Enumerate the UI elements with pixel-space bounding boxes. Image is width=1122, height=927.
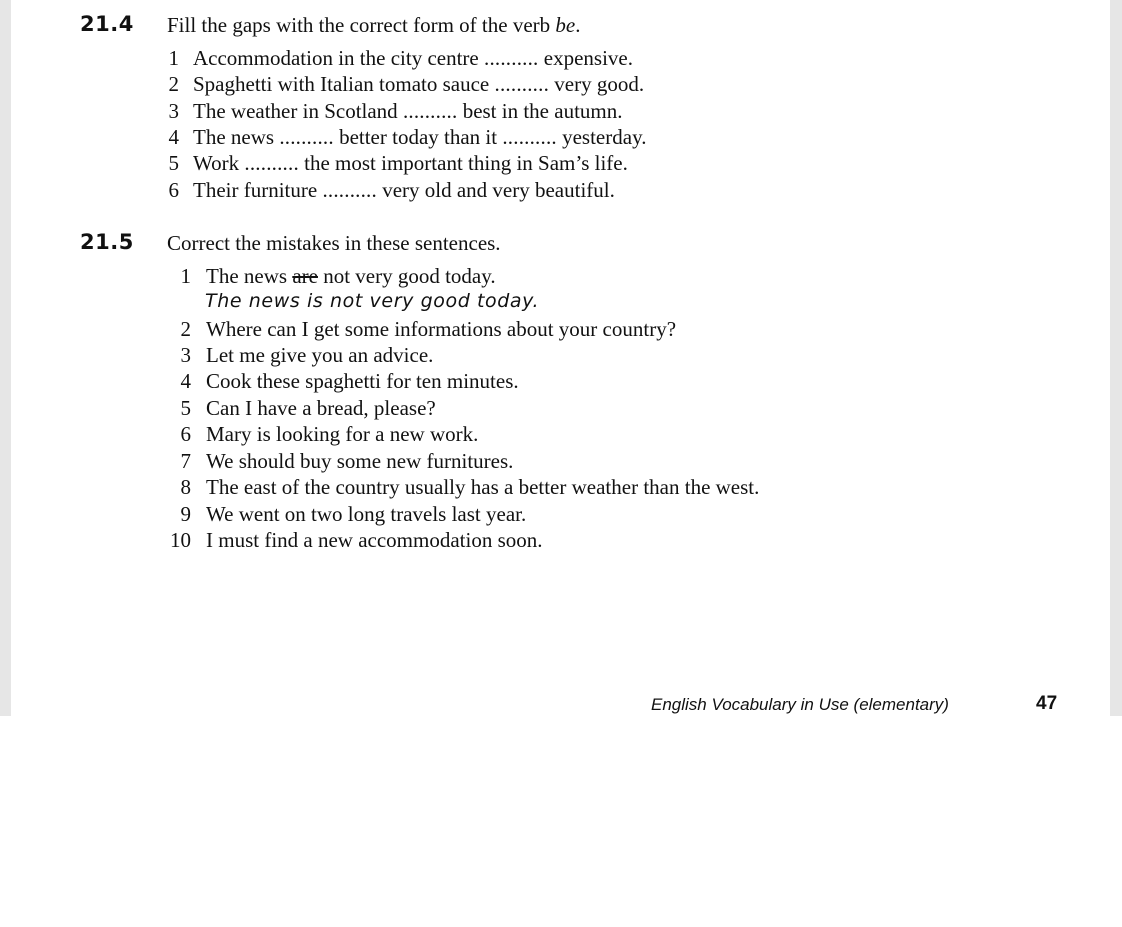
- item-text: Let me give you an advice.: [206, 343, 434, 367]
- footer-page-number: 47: [1036, 693, 1058, 714]
- item-text: better today than it: [333, 125, 503, 149]
- title-period: .: [575, 13, 581, 37]
- gap-item-2: [167, 72, 644, 97]
- struck-word: are: [292, 264, 318, 288]
- item-text: best in the autumn.: [457, 99, 623, 123]
- item-number: 3: [180, 343, 191, 367]
- correction-item-8: [167, 475, 759, 500]
- item-number: 1: [168, 46, 179, 70]
- item-text: yesterday.: [556, 125, 647, 149]
- item-number: 10: [170, 528, 191, 552]
- left-margin: [0, 0, 11, 716]
- item-text: Cook these spaghetti for ten minutes.: [206, 369, 519, 393]
- item-text: Mary is looking for a new work.: [206, 422, 479, 446]
- gap-item-1: [167, 46, 633, 71]
- item-text: I must find a new accommodation soon.: [206, 528, 543, 552]
- item-text: Spaghetti with Italian tomato sauce: [193, 72, 495, 96]
- exercise-title-21-4: [167, 13, 580, 38]
- item-text: not very good today.: [317, 264, 496, 288]
- gap-item-4: [167, 125, 646, 150]
- footer-book-title: English Vocabulary in Use (elementary): [651, 695, 949, 714]
- item-text: We went on two long travels last year.: [206, 502, 527, 526]
- item-text: The news: [193, 125, 280, 149]
- gap-item-3: [167, 99, 623, 124]
- item-number: 8: [180, 475, 191, 499]
- item-text: We should buy some new furnitures.: [206, 449, 514, 473]
- gap-blank: ..........: [494, 72, 550, 96]
- item-text: The east of the country usually has a better weather than the west.: [206, 475, 760, 499]
- item-text: very good.: [549, 72, 645, 96]
- item-number: 6: [180, 422, 191, 446]
- item-number: 7: [180, 449, 191, 473]
- gap-blank: ..........: [322, 178, 377, 202]
- correction-item-5: [167, 396, 436, 421]
- item-text: very old and very beautiful.: [376, 178, 615, 202]
- exercise-title-21-5: Correct the mistakes in these sentences.: [167, 231, 501, 255]
- correction-item-6: [167, 422, 478, 447]
- item-text: Accommodation in the city centre: [193, 46, 484, 70]
- right-margin: [1110, 0, 1122, 716]
- item-text: The weather in Scotland: [193, 99, 403, 123]
- correction-item-9: [167, 502, 526, 527]
- item-number: 4: [168, 125, 179, 149]
- correction-item-7: [167, 449, 513, 474]
- gap-item-5: [167, 151, 628, 176]
- item-text: Their furniture: [193, 178, 323, 202]
- item-number: 5: [168, 151, 179, 175]
- item-number: 4: [180, 369, 191, 393]
- item-number: 2: [180, 317, 191, 341]
- item-number: 6: [168, 178, 179, 202]
- gap-blank: ..........: [502, 125, 557, 149]
- example-item-1: [167, 264, 496, 289]
- item-number: 5: [180, 396, 191, 420]
- item-number: 1: [180, 264, 191, 288]
- correction-item-3: [167, 343, 433, 368]
- item-text: expensive.: [538, 46, 633, 70]
- exercise-number-21-4: 21.4: [80, 12, 134, 36]
- correction-item-4: [167, 369, 519, 394]
- item-number: 3: [168, 99, 179, 123]
- gap-blank: ..........: [484, 46, 539, 70]
- title-verb: be: [555, 13, 576, 37]
- handwritten-answer: The news is not very good today.: [205, 290, 540, 312]
- correction-item-10: [167, 528, 543, 553]
- item-text: The news: [206, 264, 293, 288]
- gap-item-6: [167, 178, 615, 203]
- item-number: 2: [168, 72, 179, 96]
- exercise-number-21-5: 21.5: [80, 230, 134, 254]
- item-text: the most important thing in Sam’s life.: [298, 151, 628, 175]
- gap-blank: ..........: [279, 125, 334, 149]
- title-text: Fill the gaps with the correct form of the verb: [167, 13, 556, 37]
- item-text: Work: [193, 151, 245, 175]
- item-number: 9: [180, 502, 191, 526]
- item-text: Where can I get some informations about your country?: [206, 317, 677, 341]
- gap-blank: ..........: [402, 99, 458, 123]
- correction-item-2: [167, 317, 676, 342]
- item-text: Can I have a bread, please?: [206, 396, 436, 420]
- gap-blank: ..........: [244, 151, 299, 175]
